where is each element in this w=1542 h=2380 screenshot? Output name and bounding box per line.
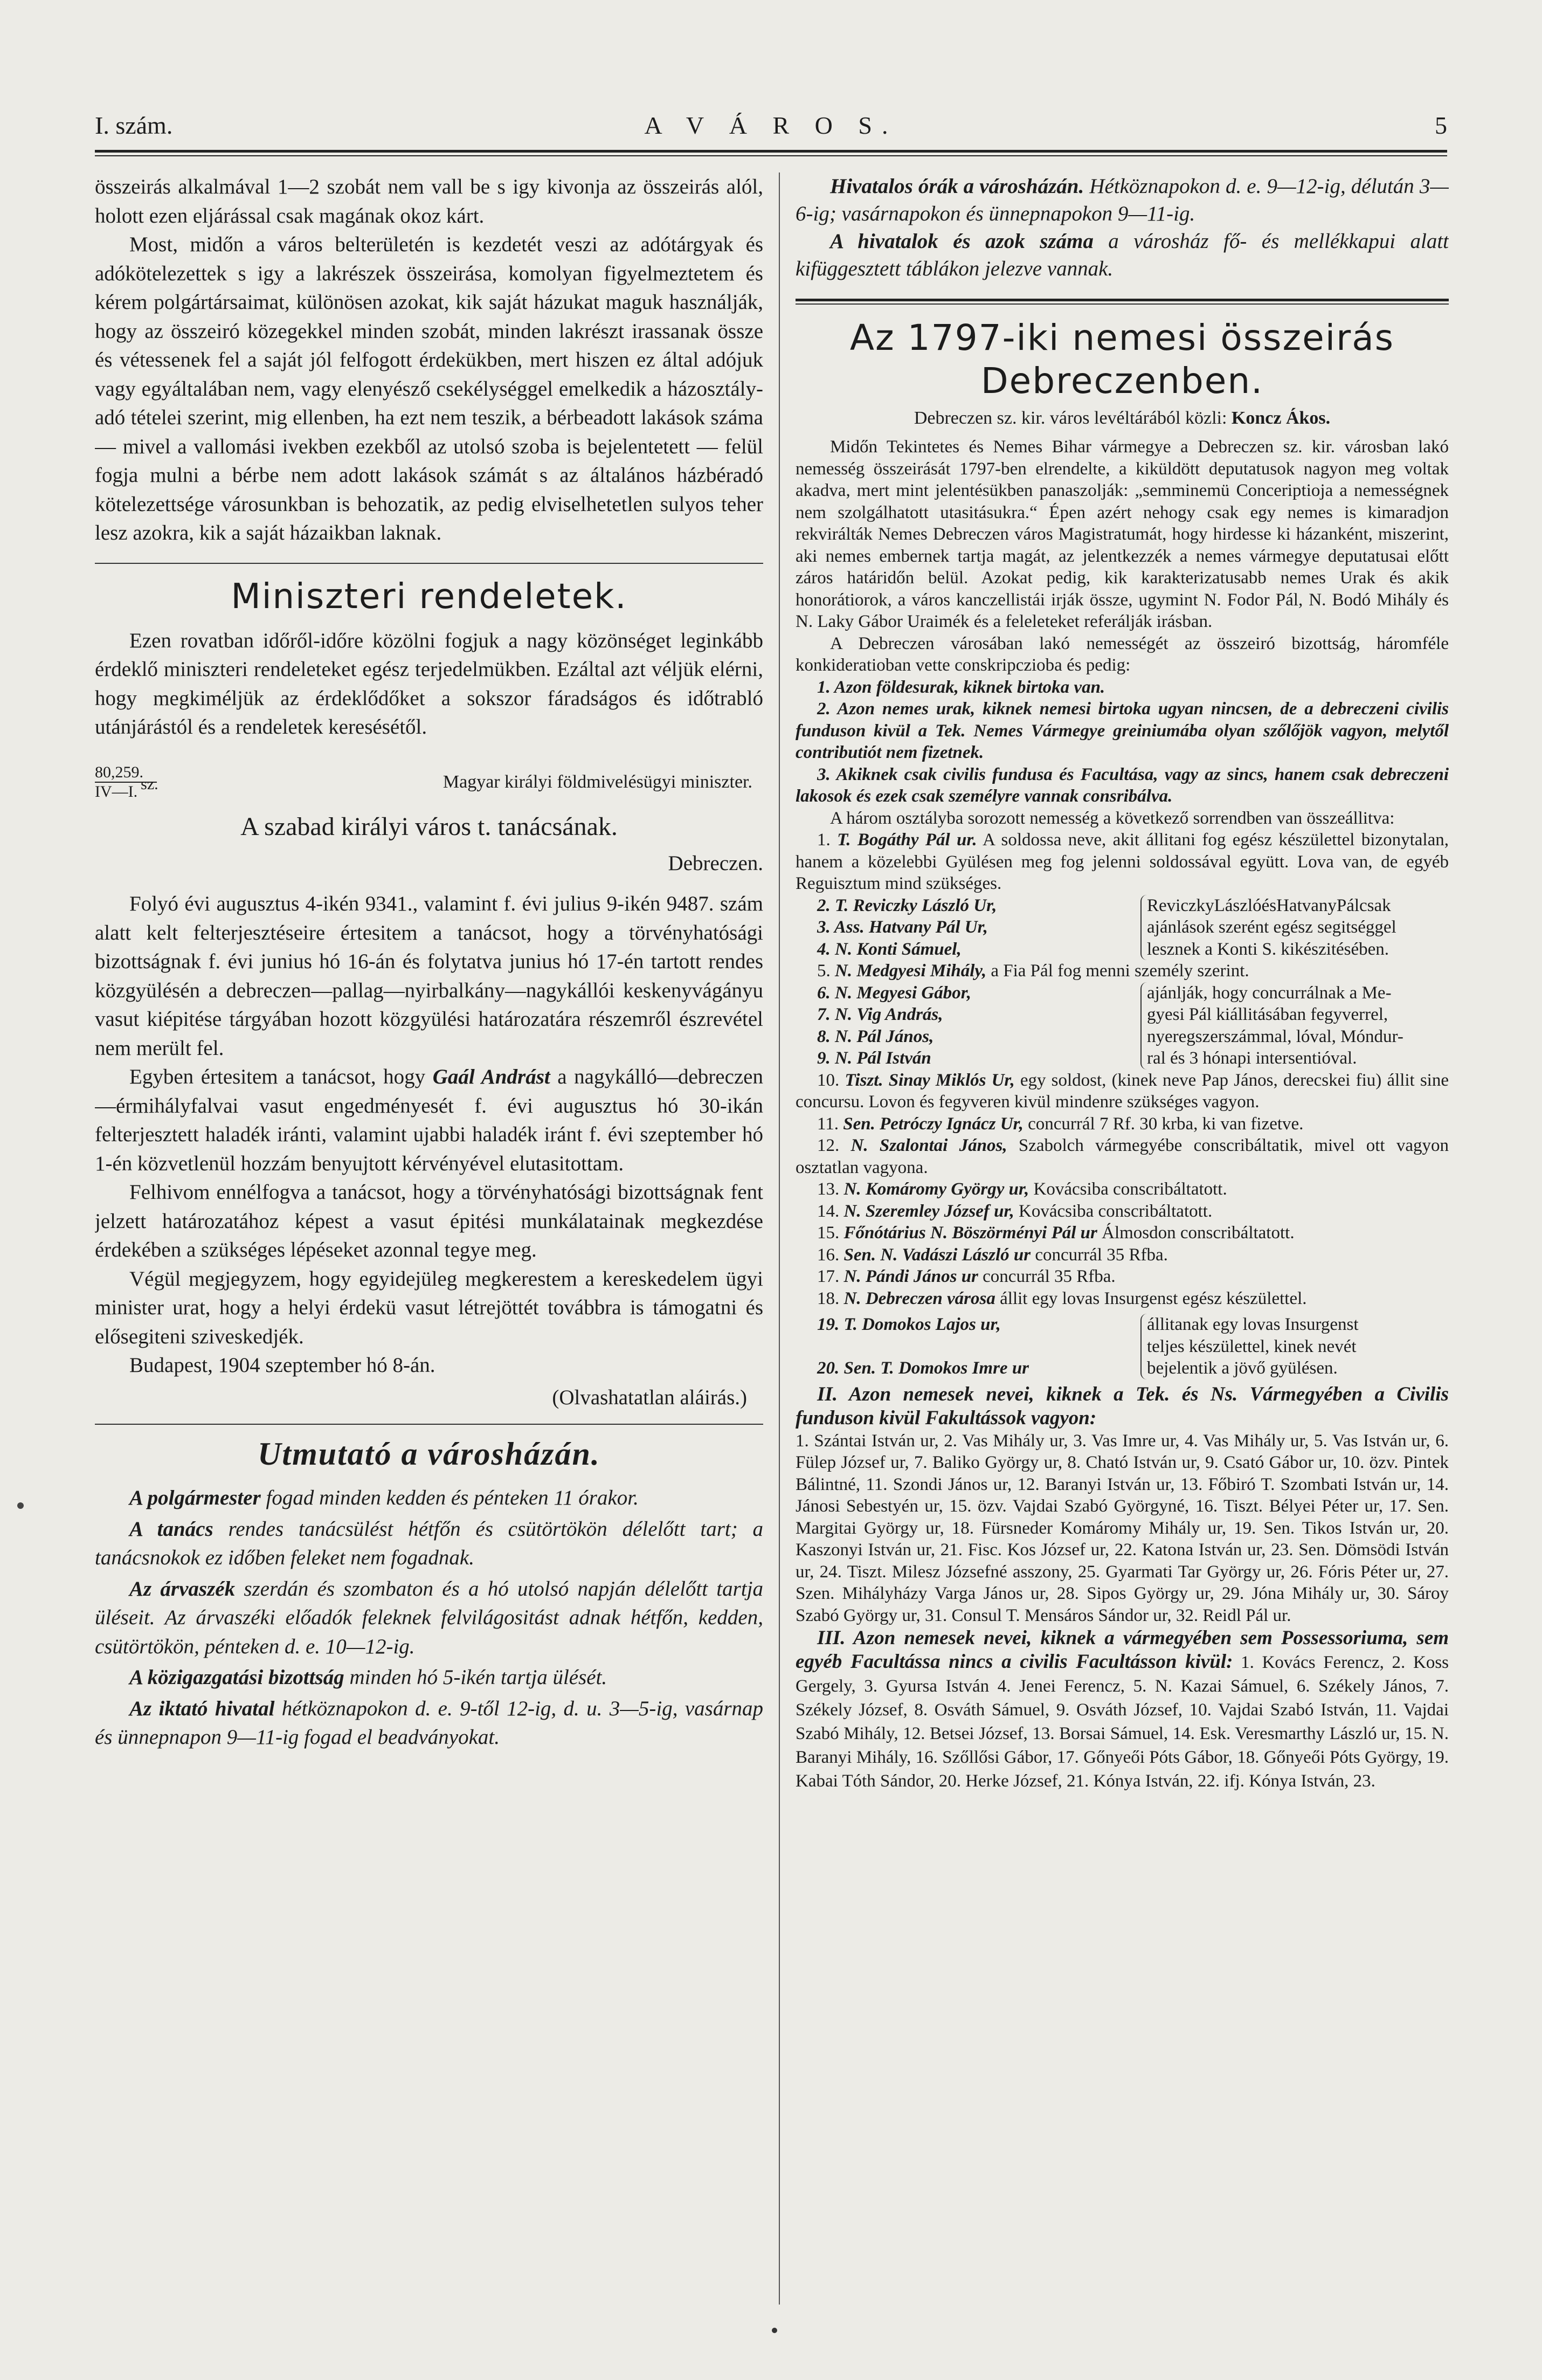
signature: (Olvashatatlan aláirás.) xyxy=(552,1385,747,1409)
group-2-heading: II. Azon nemesek nevei, kiknek a Tek. és Ns. Vármegyében a Civilis funduson kivül Fakultássok vagyon: xyxy=(796,1383,1449,1429)
noble-name: 19. T. Domokos Lajos ur, xyxy=(817,1315,1001,1334)
brace-note: bejelentik a jövő gyülésen. xyxy=(1147,1358,1338,1378)
guide-text: fogad minden kedden és pénteken 11 órakor. xyxy=(260,1486,639,1509)
brace-note: lesznek a Konti S. kikészitésében. xyxy=(1147,939,1389,959)
category-1: 1. Azon földesurak, kiknek birtoka van. xyxy=(817,677,1105,697)
noble-name: N. Komáromy György ur, xyxy=(843,1179,1029,1199)
entry-text: Szabolch vármegyébe conscribáltatik, mivel ott vagyon osztatlan vagyona. xyxy=(796,1136,1449,1177)
guide-label: A tanács xyxy=(129,1517,213,1541)
intro-paragraph-1: összeirás alkalmával 1—2 szobát nem vall be s igy kivonja az összeirás alól, holott ezen eljárással csak magának okoz kárt. xyxy=(95,175,763,227)
mandate-date: Budapest, 1904 szeptember hó 8-án. xyxy=(129,1354,435,1377)
brace-note: ajánlások szerént egész segitséggel xyxy=(1147,917,1396,937)
entry-number: 14. xyxy=(817,1201,844,1221)
noble-entry-15 xyxy=(796,1222,1449,1244)
noble-name: 6. N. Megyesi Gábor, xyxy=(817,983,971,1003)
noble-entry-14 xyxy=(796,1201,1449,1223)
office-hours-text: Hétköznapokon d. e. 9—12-ig, délután 3—6-ig; vasárnapokon és ünnepnapokon 9—11-ig. xyxy=(796,175,1449,225)
noble-name: Tiszt. Sinay Miklós Ur, xyxy=(845,1070,1015,1090)
entry-number: 13. xyxy=(817,1179,844,1199)
noble-name: 8. N. Pál János, xyxy=(817,1026,934,1046)
entry-number: 17. xyxy=(817,1267,844,1286)
mandate-number-1: 80,259. xyxy=(95,763,143,781)
noble-entry-1 xyxy=(796,829,1449,895)
brace-text xyxy=(1140,1314,1449,1379)
noble-entry-10 xyxy=(796,1070,1449,1113)
office-numbers-text: a városház fő- és mellékkapui alatt kifüggesztett táblákon jelezve vannak. xyxy=(796,230,1449,280)
noble-entry-5 xyxy=(796,960,1449,982)
guide-label: A polgármester xyxy=(129,1486,261,1509)
guide-label: Az iktató hivatal xyxy=(129,1696,275,1720)
noble-name xyxy=(796,1336,1140,1357)
noble-name: Sen. Petróczy Ignácz Ur, xyxy=(843,1114,1024,1134)
mandate-number-2: IV—I. xyxy=(95,782,157,801)
issue-number: I. szám. xyxy=(95,112,173,139)
page-number: 5 xyxy=(1435,112,1447,139)
guide-text: rendes tanácsülést hétfőn és csütörtökön délelőtt tart; a tanácsnokok ez időben feleket nem fogadnak. xyxy=(95,1517,763,1569)
entry-text: concurrál 7 Rf. 30 krba, ki van fizetve. xyxy=(1023,1114,1304,1134)
category-3: 3. Akiknek csak civilis fundusa és Facultása, vagy az sincs, hanem csak debreczeni lakosok és ezek csak személyre vannak consribálva. xyxy=(796,764,1449,806)
noble-name: 20. Sen. T. Domokos Imre ur xyxy=(817,1358,1029,1378)
brace-text xyxy=(1140,982,1449,1070)
guide-registry xyxy=(95,1694,763,1752)
article-title-line-1: Az 1797-iki nemesi összeirás xyxy=(849,317,1395,358)
brace-names xyxy=(796,1314,1140,1379)
section-rule xyxy=(95,1424,763,1425)
entry-number: 10. xyxy=(817,1070,845,1090)
ink-dot xyxy=(17,1502,24,1509)
entry-text: Kovácsiba conscribáltatott. xyxy=(1029,1179,1227,1199)
guide-title: Utmutató a városházán. xyxy=(258,1436,600,1472)
guide-text: szerdán és szombaton és a hó utolsó napján délelőtt tartja üléseit. Az árvaszéki előadók feleknek felvilágositást adnak hétfőn, kedden, csütörtökön, pénteken d. e. 10—12-ig. xyxy=(95,1577,763,1658)
brace-group-3 xyxy=(796,1314,1449,1379)
article-title xyxy=(796,316,1449,403)
brace-names xyxy=(796,982,1140,1070)
brace-note: állitanak egy lovas Insurgenst xyxy=(1147,1315,1359,1334)
brace-names xyxy=(796,895,1140,961)
entry-number: 16. xyxy=(817,1245,844,1265)
addressee: A szabad királyi város t. tanácsának. xyxy=(240,812,618,841)
group-3-names: 1. Kovács Ferencz, 2. Koss Gergely, 3. Gyursa István 4. Jenei Ferencz, 5. N. Kazai Sámuel, 6. Székely János, 7. Székely József, 8. Osváth Sámuel, 9. Osváth József, 10. Vajdai Szabó István, 11. Vajdai Szabó Mihály, 12. Betsei József, 13. Borsai Sámuel, 14. Esk. Veresmarthy László ur, 15. N. Baranyi Mihály, 16. Szőllősi Gábor, 17. Gőnyeői Póts Gábor, 18. Gőnyeői Póts György, 19. Kabai Tóth Sándor, 20. Herke József, 21. Kónya István, 22. ifj. Kónya István, 23. xyxy=(796,1653,1449,1791)
article-author: Koncz Ákos. xyxy=(1231,408,1331,428)
ink-dot xyxy=(772,2328,777,2333)
noble-name: N. Pándi János ur xyxy=(843,1267,978,1286)
noble-name: 4. N. Konti Sámuel, xyxy=(817,939,962,959)
place: Debreczen. xyxy=(668,851,763,875)
mandate-paragraph-3: Felhivom ennélfogva a tanácsot, hogy a törvényhatósági bizottságnak fent jelzett határozatához képest a vasut épitési munkálatainak megkezdése érdekében a szükséges lépéseket azonnal tegye meg. xyxy=(95,1181,763,1261)
guide-label: Az árvaszék xyxy=(129,1577,236,1601)
guide-text: hétköznapokon d. e. 9-től 12-ig, d. u. 3—5-ig, vasárnap és ünnepnapon 9—11-ig fogad el beadványokat. xyxy=(95,1696,763,1749)
lead-text: Debreczen sz. kir. város levéltárából közli: xyxy=(914,408,1232,428)
brace-note: gyesi Pál kiállitásában fegyverrel, xyxy=(1147,1005,1388,1024)
brace-note: teljes készülettel, kinek nevét xyxy=(1147,1336,1357,1356)
section-intro: Ezen rovatban időről-időre közölni fogjuk a nagy közönséget leginkább érdeklő miniszteri rendeleteket egész terjedelmükben. Ezáltal azt véljük elérni, hogy megkiméljük az érdeklődőket a sokszor fáradságos és időtrabló utánjárástól és a rendeletek keresésétől. xyxy=(95,629,763,739)
noble-entry-17 xyxy=(796,1266,1449,1288)
group-2-names: 1. Szántai István ur, 2. Vas Mihály ur, 3. Vas Imre ur, 4. Vas Mihály ur, 5. Vas István ur, 6. Fülep József ur, 7. Baliko György ur, 8. Cható István ur, 9. Csató Gábor ur, 10. özv. Pintek Bálintné, 11. Szondi János ur, 12. Baranyi István ur, 13. Főbiró T. Szombati István ur, 14. Jánosi Sebestyén ur, 15. özv. Vajdai Szabó Györgyné, 16. Tiszt. Bélyei Péter ur, 17. Sen. Margitai György ur, 18. Fürsneder Komáromy Mihály ur, 19. Sen. Tikos István ur, 20. Kaszonyi István ur, 21. Fisc. Kos József ur, 22. Katona István ur, 23. Sen. Dömsödi István ur, 24. Tiszt. Milesz Józsefné asszony, 25. Gyarmati Tar György ur, 26. Fóris Péter ur, 27. Szen. Mihályházy Varga János ur, 28. Sipos György ur, 29. Jóna Mihály ur, 30. Sároy Szabó György ur, 31. Consul T. Mensáros Sándor ur, 32. Reidl Pál ur. xyxy=(796,1431,1449,1625)
noble-name: Főnótárius N. Böszörményi Pál ur xyxy=(843,1223,1097,1243)
article-paragraph-1: Midőn Tekintetes és Nemes Bihar vármegye a Debreczen sz. kir. városban lakó nemesség összeirását 1797-ben elrendelte, a kiküldött deputatusok nagyon meg voltak akadva, mert mint jelentésükben panaszolják: „semminemü Conceriptioja a nemességnek nem szolgálhatott utasitásukra.“ Épen azért nehogy csak egy nemes is kimaradjon rekvirálták Nemes Debreczen város Magistratumát, hogy hirdesse ki házanként, miszerint, aki nemes embernek tartja magát, az jelentkezzék a nemes vármegye deputatusai előtt záros határidőn belül. Azokat pedig, kik karakterizatusabb nemes Urak és akik honorátiorok, a város kanczellistái irják össze, ugymint N. Fodor Pál, N. Bodó Mihály és N. Laky Gábor Uraimék és a feleleteket referálják irásban. xyxy=(796,437,1449,631)
brace-group-2 xyxy=(796,982,1449,1070)
mandate-number xyxy=(95,763,175,801)
entry-text: concurrál 35 Rfba. xyxy=(1031,1245,1168,1265)
noble-name: 2. T. Reviczky László Ur, xyxy=(817,895,997,915)
article-lead xyxy=(796,408,1449,429)
guide-text: minden hó 5-ikén tartja ülését. xyxy=(344,1666,607,1689)
mandate-sz: sz. xyxy=(141,775,158,793)
guide-council xyxy=(95,1515,763,1572)
group-3-heading xyxy=(796,1626,1449,1792)
entry-number: 1. xyxy=(817,830,838,850)
group-heading-text: III. Azon nemesek nevei, kiknek a vármegyében sem Possessoriuma, sem egyéb Facultássa nincs a civilis Facultásson kivül: xyxy=(796,1627,1449,1673)
office-hours xyxy=(796,173,1449,227)
mandate-paragraph-1: Folyó évi augusztus 4-ikén 9341., valamint f. évi julius 9-ikén 9487. szám alatt kelt felterjesztéseire értesitem a tanácsot, hogy a törvényhatósági bizottságnak f. évi junius hó 16-án és folytatva junius hó 17-én tartott rendes közgyülésén a debreczen—pallag—nyirbalkány—nagykállói keskenyvágányu vasut kiépitése tárgyában hozott közgyülési határozatára részemről észrevétel nem merült fel. xyxy=(95,892,763,1060)
entry-number: 15. xyxy=(817,1223,844,1243)
noble-name: N. Szalontai János, xyxy=(850,1136,1007,1155)
noble-name: N. Medgyesi Mihály, xyxy=(835,961,987,981)
noble-name: N. Szeremley József ur, xyxy=(843,1201,1014,1221)
section-rule xyxy=(796,299,1449,301)
article-title-line-2: Debreczenben. xyxy=(980,360,1264,402)
page-header xyxy=(95,111,1447,149)
brace-note: ReviczkyLászlóésHatvanyPálcsak xyxy=(1147,895,1391,915)
section-rule-thin xyxy=(796,303,1449,305)
left-column xyxy=(95,173,763,2310)
noble-entry-13 xyxy=(796,1178,1449,1201)
category-2: 2. Azon nemes urak, kiknek nemesi birtoka ugyan nincsen, de a debreczeni civilis funduson kivül a Tek. Nemes Vármegye greiniumába olyan szőlőjök vagyon, melytől contributiót nem fizetnek. xyxy=(796,699,1449,762)
newspaper-title: A V Á R O S. xyxy=(644,112,898,139)
guide-mayor xyxy=(95,1484,763,1513)
noble-entry-16 xyxy=(796,1244,1449,1266)
guide-orphan-court xyxy=(95,1575,763,1661)
noble-name: 9. N. Pál István xyxy=(817,1048,931,1068)
entry-text: Álmosdon conscribáltatott. xyxy=(1097,1223,1295,1243)
entry-text: állit egy lovas Insurgenst egész készülettel. xyxy=(995,1288,1307,1308)
intro-paragraph-2: Most, midőn a város belterületén is kezdetét veszi az adótárgyak és adókötelezettek s igy a lakrészek összeirása, komolyan figyelmeztetem és kérem polgártársaimat, különösen azokat, kik saját házukat maguk használják, hogy az összeiró közegekkel minden szobát, minden lakrészt irassanak össze és vétessenek fel a saját jól felfogott érdekükben, mert hiszen ez által adójuk vagy egyáltalában nem, vagy elenyésző csekélységgel emelkedik a házosztály-adó tételei szerint, mig ellenben, ha ezt nem teszik, a bérbeadott lakások száma — mivel a vallomási ivekben ezekből az utolsó szoba is bejelentetett — felül fogja mulni a bérbe nem adott lakások számát s az általános házbéradó kötelezettsége városunkban is behozatik, az pedig elviselhetetlen sulyos teher lesz azokra, kik a saját házaikban laknak. xyxy=(95,233,763,544)
entry-text: concurrál 35 Rfba. xyxy=(978,1267,1116,1286)
section-title-miniszteri: Miniszteri rendeletek. xyxy=(231,576,627,617)
ministry-name: Magyar királyi földmivelésügyi miniszter. xyxy=(442,771,752,792)
header-rule xyxy=(95,150,1447,153)
mandate-paragraph-4: Végül megjegyzem, hogy egyidejüleg megkerestem a kereskedelem ügyi minister urat, hogy a helyi érdekü vasut létrejöttét továbbra is támogatni és elősegiteni sziveskedjék. xyxy=(95,1267,763,1348)
brace-text xyxy=(1140,895,1449,961)
noble-name: N. Debreczen városa xyxy=(843,1288,995,1308)
entry-number: 18. xyxy=(817,1288,844,1308)
person-name: Gaál Andrást xyxy=(432,1065,550,1088)
noble-entry-11 xyxy=(796,1113,1449,1135)
brace-note: nyeregszerszámmal, lóval, Móndur- xyxy=(1147,1026,1403,1046)
noble-name: Sen. N. Vadászi László ur xyxy=(843,1245,1031,1265)
text-run: a nagykálló—debreczen—érmihályfalvai vasut engedményesét f. évi augusztus hó 30-ikán felterjesztett haladék iránti, valamint ujabbi haladék iránt f. évi szeptember hó 1-én közvetlenül hozzám benyujtott kérvényével elutasitottam. xyxy=(95,1065,763,1175)
noble-name: 3. Ass. Hatvany Pál Ur, xyxy=(817,917,988,937)
article-paragraph-3: A három osztályba sorozott nemesség a következő sorrendben van összeállitva: xyxy=(830,808,1395,828)
section-rule xyxy=(95,563,763,564)
guide-label: A közigazgatási bizottság xyxy=(129,1666,344,1689)
entry-text: A soldossa neve, akit állitani fog egész készülettel bizonytalan, hanem a közelebbi Gyülésen meg fog jelenni soldossával együtt. Lova van, de egyéb Reguisztum mind szükséges. xyxy=(796,830,1449,893)
column-divider xyxy=(779,173,780,2305)
text-run: Egyben értesitem a tanácsot, hogy xyxy=(129,1065,433,1088)
entry-number: 12. xyxy=(817,1136,851,1155)
office-numbers-label: A hivatalok és azok száma xyxy=(830,230,1094,253)
office-hours-label: Hivatalos órák a városházán. xyxy=(830,175,1084,198)
mandate-header xyxy=(95,763,763,801)
entry-text: a Fia Pál fog menni személy szerint. xyxy=(986,961,1249,981)
article-paragraph-2: A Debreczen városában lakó nemességét az összeiró bizottság, háromféle konkideratioban vette conskripczioba és pedig: xyxy=(796,633,1449,675)
noble-name: 7. N. Vig András, xyxy=(817,1005,943,1024)
noble-entry-18 xyxy=(796,1288,1449,1310)
noble-name: T. Bogáthy Pál ur. xyxy=(837,830,977,850)
entry-text: Kovácsiba conscribáltatott. xyxy=(1014,1201,1213,1221)
header-rule-thin xyxy=(95,155,1447,156)
entry-text: egy soldost, (kinek neve Pap János, derecskei fiu) állit sine concursu. Lovon és fegyveren kivül mindenre szükséges vagyon. xyxy=(796,1070,1449,1112)
entry-number: 11. xyxy=(817,1114,843,1134)
noble-entry-12 xyxy=(796,1135,1449,1178)
guide-admin-committee xyxy=(95,1663,763,1692)
brace-note: ajánlják, hogy concurrálnak a Me- xyxy=(1147,983,1392,1003)
office-numbers xyxy=(796,227,1449,282)
mandate-paragraph-2 xyxy=(95,1063,763,1178)
brace-note: ral és 3 hónapi intersentióval. xyxy=(1147,1048,1357,1068)
brace-group-1 xyxy=(796,895,1449,961)
entry-number: 5. xyxy=(817,961,835,981)
right-column xyxy=(796,173,1449,2310)
